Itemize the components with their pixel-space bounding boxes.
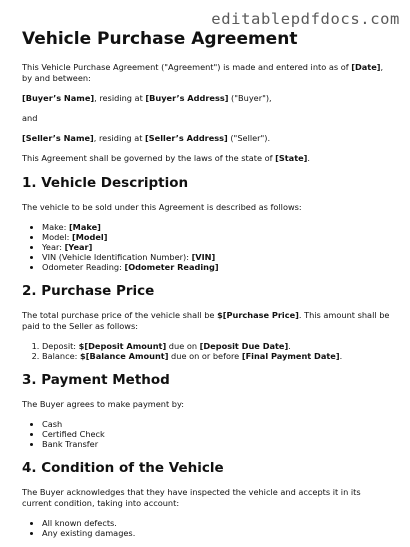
governing-text-b: .: [307, 153, 311, 163]
item-label: Balance:: [42, 351, 81, 361]
buyer-paragraph: [22, 93, 390, 104]
buyer-text-a: , residing at: [94, 93, 146, 103]
intro-text-a: This Vehicle Purchase Agreement ("Agreement") is made and entered into as of: [22, 62, 352, 72]
item-label: Make:: [42, 222, 69, 232]
date-placeholder: [Date]: [351, 62, 381, 72]
item-label: Year:: [42, 242, 65, 252]
payment-schedule-list: [22, 341, 390, 361]
seller-text-b: ("Seller").: [227, 133, 271, 143]
list-item-balance: [42, 351, 390, 361]
deposit-date-placeholder: [Deposit Due Date]: [199, 341, 289, 351]
list-item: [42, 242, 390, 252]
item-label: VIN (Vehicle Identification Number):: [42, 252, 192, 262]
model-placeholder: [Model]: [71, 232, 108, 242]
price-text-b: . This amount shall be paid to the Seller as follows:: [22, 310, 390, 331]
intro-paragraph: [22, 62, 390, 84]
list-item: • Any existing damages.: [42, 528, 390, 538]
item-text: due on or before: [168, 351, 242, 361]
purchase-price-paragraph: [22, 310, 390, 332]
make-placeholder: [Make]: [68, 222, 101, 232]
watermark: editablepdfdocs.com: [211, 10, 400, 28]
document-page: [22, 28, 390, 547]
section-heading-vehicle-condition: 4. Condition of the Vehicle: [22, 460, 224, 476]
payment-method-text: The Buyer agrees to make payment by:: [22, 399, 185, 409]
item-label: Deposit:: [42, 341, 79, 351]
list-item: [42, 252, 390, 262]
governing-law-paragraph: [22, 153, 390, 164]
list-item: • Bank Transfer: [42, 439, 390, 449]
list-item: [42, 262, 390, 272]
payment-method-list: [22, 419, 390, 449]
seller-paragraph: [22, 133, 390, 144]
list-item: • All known defects.: [42, 518, 390, 528]
page-title: Vehicle Purchase Agreement: [22, 29, 298, 49]
vin-placeholder: [VIN]: [191, 252, 216, 262]
state-placeholder: [State]: [275, 153, 308, 163]
list-item: • Certified Check: [42, 429, 390, 439]
item-text: .: [288, 341, 291, 351]
buyer-address-placeholder: [Buyer’s Address]: [145, 93, 229, 103]
year-placeholder: [Year]: [64, 242, 93, 252]
vehicle-description-text: The vehicle to be sold under this Agreement is described as follows:: [22, 202, 302, 212]
section-heading-vehicle-description: 1. Vehicle Description: [22, 175, 189, 191]
deposit-amount-placeholder: $[Deposit Amount]: [78, 341, 167, 351]
price-text-a: The total purchase price of the vehicle shall be: [22, 310, 218, 320]
list-item: [42, 232, 390, 242]
section-heading-payment-method: 3. Payment Method: [22, 372, 170, 388]
list-item: • Cash: [42, 419, 390, 429]
section-heading-purchase-price: 2. Purchase Price: [22, 283, 155, 299]
balance-amount-placeholder: $[Balance Amount]: [80, 351, 169, 361]
item-text: due on: [166, 341, 200, 351]
seller-name-placeholder: [Seller’s Name]: [22, 133, 94, 143]
final-payment-date-placeholder: [Final Payment Date]: [241, 351, 340, 361]
purchase-price-placeholder: $[Purchase Price]: [217, 310, 299, 320]
buyer-text-b: ("Buyer"),: [228, 93, 272, 103]
buyer-name-placeholder: [Buyer’s Name]: [22, 93, 95, 103]
odometer-placeholder: [Odometer Reading]: [124, 262, 219, 272]
governing-text-a: This Agreement shall be governed by the laws of the state of: [22, 153, 276, 163]
and-paragraph: and: [22, 113, 38, 123]
intro-text-b: , by and between:: [22, 62, 384, 83]
vehicle-condition-list: [22, 518, 390, 538]
vehicle-condition-text: The Buyer acknowledges that they have inspected the vehicle and accepts it in its current condition, taking into account:: [22, 487, 361, 508]
item-label: Model:: [42, 232, 72, 242]
item-label: Odometer Reading:: [42, 262, 125, 272]
seller-address-placeholder: [Seller’s Address]: [145, 133, 228, 143]
list-item: [42, 222, 390, 232]
vehicle-details-list: [22, 222, 390, 272]
item-text: .: [339, 351, 343, 361]
seller-text-a: , residing at: [93, 133, 146, 143]
list-item-deposit: [42, 341, 390, 351]
